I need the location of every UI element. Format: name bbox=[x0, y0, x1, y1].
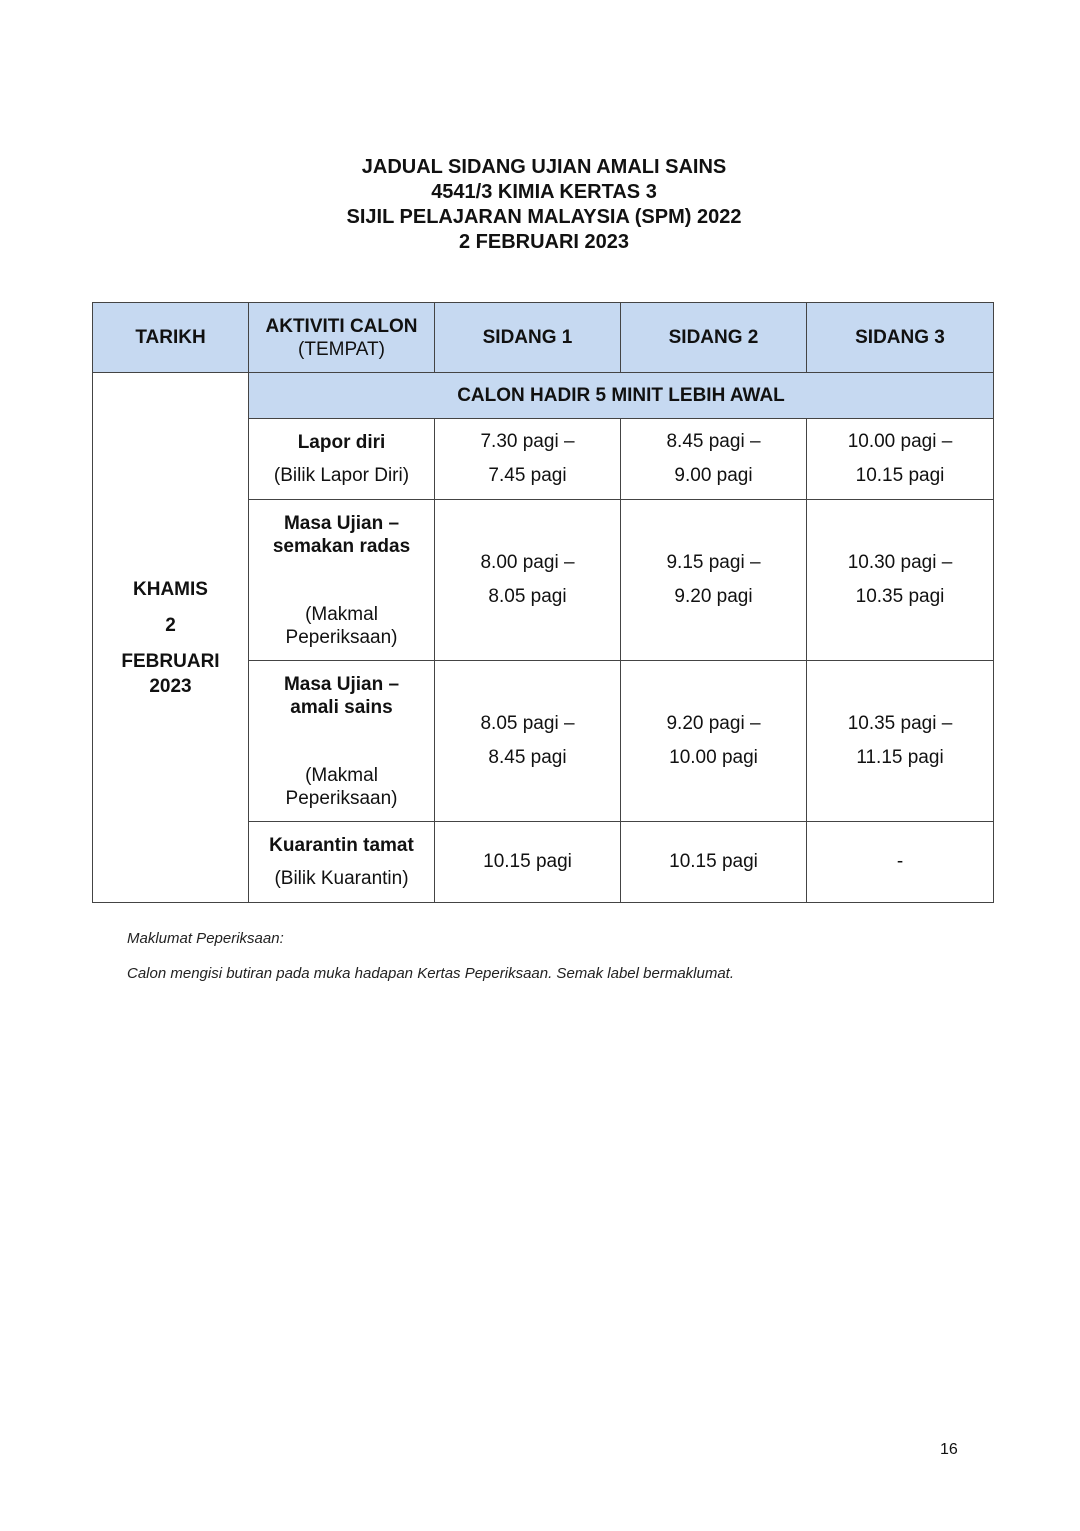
activity-label: Kuarantin tamat bbox=[269, 835, 414, 856]
sidang-3-cell bbox=[807, 500, 994, 661]
notes bbox=[127, 930, 734, 982]
date-month: FEBRUARI bbox=[121, 650, 220, 672]
notes-text: Calon mengisi butiran pada muka hadapan Kertas Peperiksaan. Semak label bermaklumat. bbox=[127, 965, 735, 982]
sidang-2-cell bbox=[621, 661, 807, 822]
document-title bbox=[0, 155, 1080, 255]
date-year: 2023 bbox=[149, 675, 192, 697]
date-num: 2 bbox=[165, 614, 176, 636]
header-sidang-2: SIDANG 2 bbox=[621, 303, 807, 373]
activity-label-line-1: Masa Ujian – bbox=[283, 513, 400, 534]
time-start: 9.20 pagi – bbox=[666, 713, 761, 734]
time-start: 9.15 pagi – bbox=[666, 552, 761, 573]
time-start: 8.00 pagi – bbox=[480, 552, 575, 573]
title-line-4: 2 FEBRUARI 2023 bbox=[458, 231, 630, 253]
activity-place-line-2: Peperiksaan) bbox=[285, 788, 398, 809]
sidang-1-cell bbox=[435, 419, 621, 500]
page-number: 16 bbox=[940, 1441, 958, 1458]
header-aktiviti-sub: (TEMPAT) bbox=[298, 338, 385, 360]
notes-heading: Maklumat Peperiksaan: bbox=[127, 930, 284, 947]
sidang-1-cell: 10.15 pagi bbox=[435, 822, 621, 903]
activity-place bbox=[249, 603, 434, 649]
activity-place-line-1: (Makmal bbox=[305, 765, 378, 786]
date-day: KHAMIS bbox=[133, 578, 208, 600]
notice-cell: CALON HADIR 5 MINIT LEBIH AWAL bbox=[249, 373, 994, 419]
header-aktiviti-label: AKTIVITI CALON bbox=[265, 315, 418, 337]
time-start: 8.05 pagi – bbox=[480, 713, 575, 734]
activity-label-line-1: Masa Ujian – bbox=[283, 674, 400, 695]
schedule-table bbox=[92, 302, 994, 903]
activity-cell bbox=[249, 500, 435, 661]
sidang-2-cell bbox=[621, 500, 807, 661]
time-end: 11.15 pagi bbox=[856, 747, 944, 768]
activity-label bbox=[249, 512, 434, 558]
time-end: 9.20 pagi bbox=[674, 586, 753, 607]
time-end: 8.45 pagi bbox=[488, 747, 567, 768]
activity-label-line-2: semakan radas bbox=[272, 536, 411, 557]
activity-place: (Bilik Kuarantin) bbox=[274, 868, 409, 889]
activity-cell bbox=[249, 822, 435, 903]
time-start: 10.00 pagi – bbox=[847, 431, 953, 452]
activity-place bbox=[249, 764, 434, 810]
time-end: 7.45 pagi bbox=[488, 465, 567, 486]
time-end: 9.00 pagi bbox=[674, 465, 753, 486]
header-sidang-3: SIDANG 3 bbox=[807, 303, 994, 373]
time-end: 10.00 pagi bbox=[669, 747, 758, 768]
title-line-3: SIJIL PELAJARAN MALAYSIA (SPM) 2022 bbox=[346, 206, 742, 228]
activity-label bbox=[249, 673, 434, 719]
sidang-2-cell: 10.15 pagi bbox=[621, 822, 807, 903]
header-aktiviti bbox=[249, 303, 435, 373]
date-cell bbox=[93, 373, 249, 903]
time-end: 8.05 pagi bbox=[488, 586, 567, 607]
sidang-3-cell bbox=[807, 661, 994, 822]
title-line-2: 4541/3 KIMIA KERTAS 3 bbox=[431, 181, 657, 203]
time-start: 7.30 pagi – bbox=[480, 431, 575, 452]
notice-row bbox=[93, 373, 994, 419]
time-end: 10.15 pagi bbox=[855, 465, 945, 486]
time-start: 10.30 pagi – bbox=[847, 552, 953, 573]
header-sidang-1: SIDANG 1 bbox=[435, 303, 621, 373]
sidang-2-cell bbox=[621, 419, 807, 500]
header-tarikh: TARIKH bbox=[93, 303, 249, 373]
title-line-1: JADUAL SIDANG UJIAN AMALI SAINS bbox=[361, 156, 727, 178]
activity-place-line-1: (Makmal bbox=[305, 604, 378, 625]
activity-cell bbox=[249, 661, 435, 822]
sidang-1-cell bbox=[435, 500, 621, 661]
time-start: 8.45 pagi – bbox=[666, 431, 761, 452]
activity-place: (Bilik Lapor Diri) bbox=[273, 465, 410, 486]
header-row bbox=[93, 303, 994, 373]
time-start: 10.35 pagi – bbox=[847, 713, 953, 734]
time-end: 10.35 pagi bbox=[855, 586, 945, 607]
sidang-3-cell: - bbox=[807, 822, 994, 903]
activity-label-line-2: amali sains bbox=[290, 697, 393, 718]
sidang-1-cell bbox=[435, 661, 621, 822]
sidang-3-cell bbox=[807, 419, 994, 500]
activity-label: Lapor diri bbox=[297, 432, 386, 453]
activity-place-line-2: Peperiksaan) bbox=[285, 627, 398, 648]
activity-cell bbox=[249, 419, 435, 500]
